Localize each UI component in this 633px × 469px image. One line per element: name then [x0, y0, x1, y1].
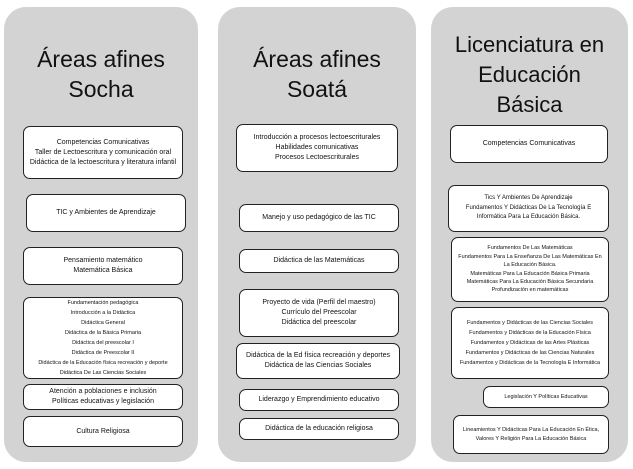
area-box: [239, 418, 399, 440]
area-box: [236, 343, 400, 379]
area-box: [450, 125, 608, 163]
area-box: [448, 185, 609, 232]
course-label: Taller de Lectoescritura y comunicación oral: [34, 148, 172, 156]
course-label: Habilidades comunicativas: [275, 144, 359, 151]
course-label: Didáctica de la Educación física recreación y deporte: [38, 360, 168, 366]
course-label: Didáctica de la Básica Primaria: [64, 330, 142, 336]
course-label: Didáctica de las Ciencias Sociales: [264, 362, 372, 369]
course-label: Fundamentos y Didácticas de las Ciencias Naturales: [465, 350, 595, 356]
course-label: Fundamentación pedagógica: [67, 300, 139, 306]
course-label: Pensamiento matemático: [63, 257, 143, 264]
course-label: Introducción a la Didáctica: [70, 310, 136, 316]
course-label: Didáctica de la Ed física recreación y deportes: [246, 352, 390, 359]
course-label: Fundamentos Para La Enseñanza De Las Matemáticas En La Educación Básica.: [458, 253, 602, 269]
area-box: [239, 204, 399, 232]
area-box: [453, 415, 609, 454]
column-socha: [4, 7, 198, 462]
course-label: Fundamentos y Didácticas de la Educación Física: [469, 330, 591, 336]
course-label: Didáctica del preescolar: [281, 319, 357, 326]
area-box: [239, 389, 399, 411]
course-label: Manejo y uso pedagógico de las TIC: [262, 214, 376, 221]
course-label: Didáctica General: [81, 320, 125, 326]
course-label: Matemáticas Para La Educación Básica Secundaria: [466, 278, 594, 285]
course-label: Matemática Básica: [73, 267, 133, 274]
course-label: Didáctica de Preescolar II: [71, 350, 135, 356]
course-label: Didáctica de la educación religiosa: [265, 425, 373, 432]
area-box: [451, 307, 609, 379]
course-label: Fundamentos y Didácticas de la Tecnología E Informática: [459, 360, 601, 366]
title-line: Soatá: [286, 76, 348, 102]
course-label: Didáctica de la lectoescritura y literatura infantil: [29, 158, 177, 166]
course-label: Proyecto de vida (Perfil del maestro): [262, 299, 376, 306]
column-licenciatura: [431, 7, 628, 462]
course-label: Didáctica De Las Ciencias Sociales: [59, 370, 147, 376]
title-line: Áreas afines: [37, 46, 165, 72]
area-box: [451, 237, 609, 302]
course-label: Legislación Y Políticas Educativas: [504, 393, 588, 400]
area-box: [23, 384, 183, 410]
title-line: Socha: [68, 76, 134, 102]
course-label: Fundamentos y Didácticas de las Ciencias Sociales: [467, 320, 593, 326]
course-label: Fundamentos Y Didácticas De La Tecnología E Informática Para La Educación Básica.: [465, 204, 592, 221]
area-box: [236, 124, 398, 172]
course-label: Lineamientos Y Didácticas Para La Educación En Ética, Valores Y Religión Para La Educación Básica: [462, 427, 600, 442]
course-label: Liderazgo y Emprendimiento educativo: [258, 396, 380, 403]
area-box: [239, 249, 399, 273]
course-label: Fundamentos De Las Matemáticas: [487, 245, 573, 252]
course-label: Tics Y Ambientes De Aprendizaje: [484, 195, 573, 202]
title-line: Licenciatura en: [454, 32, 605, 57]
course-label: Didáctica de las Matemáticas: [273, 257, 365, 264]
course-label: Atención a poblaciones e inclusión: [49, 388, 157, 395]
area-box: [483, 386, 609, 408]
column-soata: [218, 7, 416, 462]
title-line: Áreas afines: [253, 46, 381, 72]
title-line: Educación: [478, 62, 581, 87]
area-box: [23, 416, 183, 447]
column-title: [218, 44, 416, 104]
course-label: Matemáticas Para La Educación Básica Primaria: [470, 270, 590, 277]
course-label: Competencias Comunicativas: [56, 138, 150, 146]
course-label: Competencias Comunicativas: [482, 140, 576, 147]
course-label: Procesos Lectoescriturales: [274, 154, 360, 161]
column-title: [4, 44, 198, 104]
course-label: Currículo del Preescolar: [281, 309, 357, 316]
area-box: [23, 297, 183, 379]
area-box: [23, 247, 183, 285]
course-label: Fundamentos y Didácticas de las Artes Plásticas: [470, 340, 590, 346]
area-box: [239, 289, 399, 337]
column-title: [431, 30, 628, 120]
area-box: [26, 194, 186, 232]
course-label: Profundización en matemáticas: [491, 287, 569, 294]
course-label: Cultura Religiosa: [76, 427, 130, 435]
course-label: Introducción a procesos lectoescriturales: [253, 134, 381, 141]
title-line: Básica: [496, 92, 563, 117]
course-label: Didáctica del preescolar I: [72, 340, 134, 346]
course-label: TIC y Ambientes de Aprendizaje: [56, 209, 156, 216]
course-label: Políticas educativas y legislación: [52, 398, 154, 405]
area-box: [23, 126, 183, 179]
